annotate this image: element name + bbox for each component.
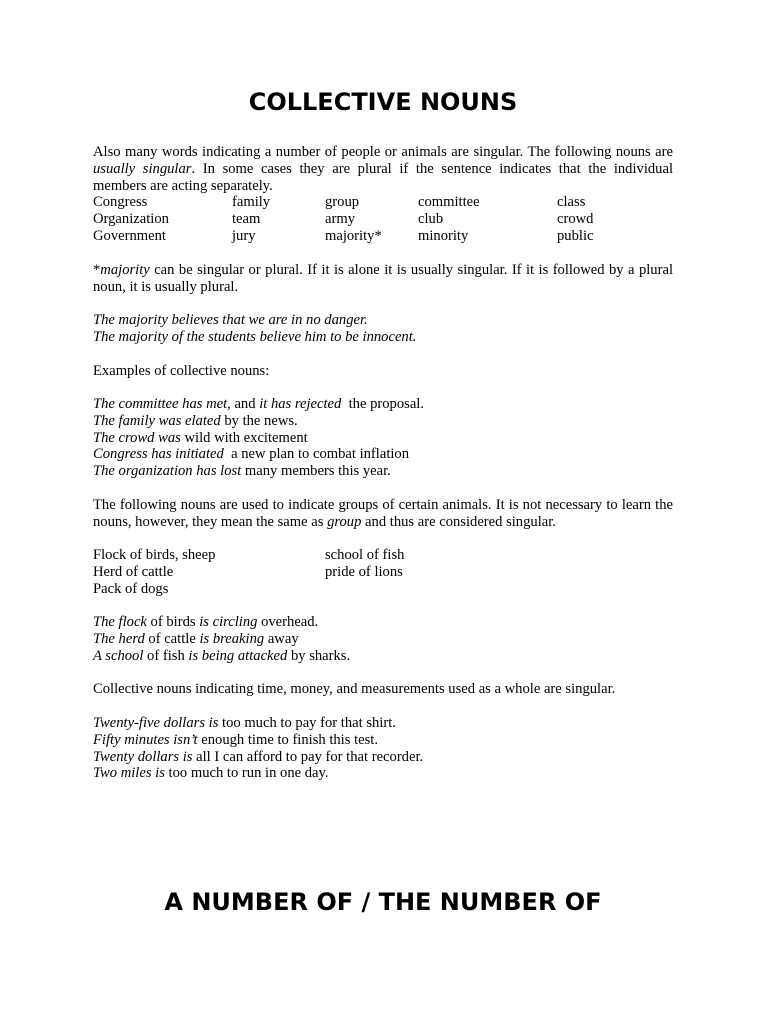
majority-note-block xyxy=(93,262,673,296)
intro-paragraph xyxy=(93,144,673,194)
majority-examples xyxy=(93,312,673,346)
example-text: wild with excitement xyxy=(180,429,308,446)
table-row xyxy=(93,581,673,598)
example-italic: The flock xyxy=(93,614,147,630)
example-italic: The family was elated xyxy=(93,412,221,429)
example-text: by sharks. xyxy=(287,647,351,664)
table-cell: jury xyxy=(232,227,256,244)
table-cell: group xyxy=(325,194,360,211)
asterisk: * xyxy=(93,262,101,278)
example-italic: The majority of the students believe him to be innocent. xyxy=(93,328,417,345)
example-italic: The majority believes that we are in no danger. xyxy=(93,312,368,328)
example-italic: The committee has met xyxy=(93,396,228,412)
example-text: by the news. xyxy=(220,412,298,429)
animals-intro xyxy=(93,497,673,531)
examples-heading-block xyxy=(93,363,673,380)
example-italic: Twenty-five dollars is xyxy=(93,715,219,731)
example-italic: it has rejected xyxy=(259,396,342,412)
table-row xyxy=(93,564,673,581)
section-heading-collective-nouns: COLLECTIVE NOUNS xyxy=(248,88,518,116)
table-cell: pride of lions xyxy=(325,563,403,580)
example-text: of fish xyxy=(143,647,189,664)
example-sentence xyxy=(93,631,673,648)
majority-note-text: can be singular or plural. If it is alone it is usually singular. If it is followed by a plural noun, it is usually plural. xyxy=(93,262,673,295)
example-text: , and xyxy=(227,396,260,412)
example-italic: is circling xyxy=(199,614,258,630)
example-sentence xyxy=(93,312,673,329)
example-sentence xyxy=(93,614,673,631)
measure-intro-block xyxy=(93,681,673,698)
table-cell: majority* xyxy=(325,227,382,244)
example-italic: is being attacked xyxy=(188,647,288,664)
table-row xyxy=(93,228,673,245)
table-cell: minority xyxy=(418,227,469,244)
example-text: the proposal. xyxy=(341,396,425,412)
table-cell: school of fish xyxy=(325,547,405,563)
table-cell: Congress xyxy=(93,194,148,211)
animal-examples xyxy=(93,614,673,664)
example-text: all I can afford to pay for that recorder. xyxy=(192,748,424,765)
example-italic: The herd xyxy=(93,630,145,647)
intro-block xyxy=(93,144,673,245)
example-text: away xyxy=(264,630,299,647)
table-row xyxy=(93,547,673,564)
example-sentence xyxy=(93,749,673,766)
collective-noun-table xyxy=(93,194,673,244)
table-row xyxy=(93,211,673,228)
animals-intro-emphasis: group xyxy=(327,513,362,530)
intro-text: Also many words indicating a number of people or animals are singular. The following nouns are xyxy=(93,144,673,160)
example-italic: Twenty dollars is xyxy=(93,748,193,765)
example-italic: Fifty minutes isn’t xyxy=(93,731,198,748)
table-cell: club xyxy=(418,211,444,228)
animals-intro-text: The following nouns are used to indicate groups of certain animals. It is not necessary to learn the nouns, however, they mean the same as xyxy=(93,497,673,530)
example-sentence xyxy=(93,732,673,749)
example-italic: The crowd was xyxy=(93,429,181,446)
example-italic: A school xyxy=(93,647,144,664)
example-text: too much to pay for that shirt. xyxy=(218,715,396,731)
example-sentence xyxy=(93,329,673,346)
table-cell: class xyxy=(557,194,586,211)
example-sentence xyxy=(93,430,673,447)
table-cell: army xyxy=(325,211,355,228)
section-heading-number-of: A NUMBER OF / THE NUMBER OF xyxy=(164,888,602,916)
measure-intro: Collective nouns indicating time, money, and measurements used as a whole are singular. xyxy=(93,681,616,697)
table-cell: public xyxy=(557,227,594,244)
measure-examples xyxy=(93,715,673,782)
animals-intro-block xyxy=(93,497,673,531)
example-sentence xyxy=(93,715,673,732)
table-cell: family xyxy=(232,194,271,211)
collective-examples xyxy=(93,396,673,480)
example-text: many members this year. xyxy=(241,463,391,480)
example-sentence xyxy=(93,463,673,480)
example-sentence xyxy=(93,413,673,430)
majority-note xyxy=(93,262,673,296)
example-text: of cattle xyxy=(144,630,200,647)
example-sentence xyxy=(93,765,673,782)
table-cell: team xyxy=(232,211,261,228)
example-text: enough time to finish this test. xyxy=(197,731,378,748)
table-cell: Herd of cattle xyxy=(93,563,174,580)
majority-emphasis: majority xyxy=(100,262,150,278)
animal-group-table xyxy=(93,547,673,597)
example-sentence xyxy=(93,396,673,413)
example-text: overhead. xyxy=(257,614,319,630)
intro-emphasis: usually singular xyxy=(93,160,192,177)
examples-heading: Examples of collective nouns: xyxy=(93,363,270,379)
table-cell: Organization xyxy=(93,211,169,228)
example-italic: Two miles is xyxy=(93,765,165,782)
example-text: a new plan to combat inflation xyxy=(223,446,410,463)
table-cell: Flock of birds, sheep xyxy=(93,547,216,563)
example-italic: is breaking xyxy=(199,630,265,647)
table-cell: Government xyxy=(93,227,166,244)
example-sentence xyxy=(93,648,673,665)
table-cell: crowd xyxy=(557,211,594,228)
animals-intro-rest: and thus are considered singular. xyxy=(361,513,556,530)
example-italic: The organization has lost xyxy=(93,463,242,480)
table-cell: committee xyxy=(418,194,480,211)
table-cell: Pack of dogs xyxy=(93,580,169,597)
example-sentence xyxy=(93,446,673,463)
example-text: of birds xyxy=(146,614,200,630)
example-text: too much to run in one day. xyxy=(164,765,329,782)
intro-text-rest: . In some cases they are plural if the sentence indicates that the individual members are acting separately. xyxy=(93,160,673,194)
example-italic: Congress has initiated xyxy=(93,446,224,463)
table-row xyxy=(93,194,673,211)
